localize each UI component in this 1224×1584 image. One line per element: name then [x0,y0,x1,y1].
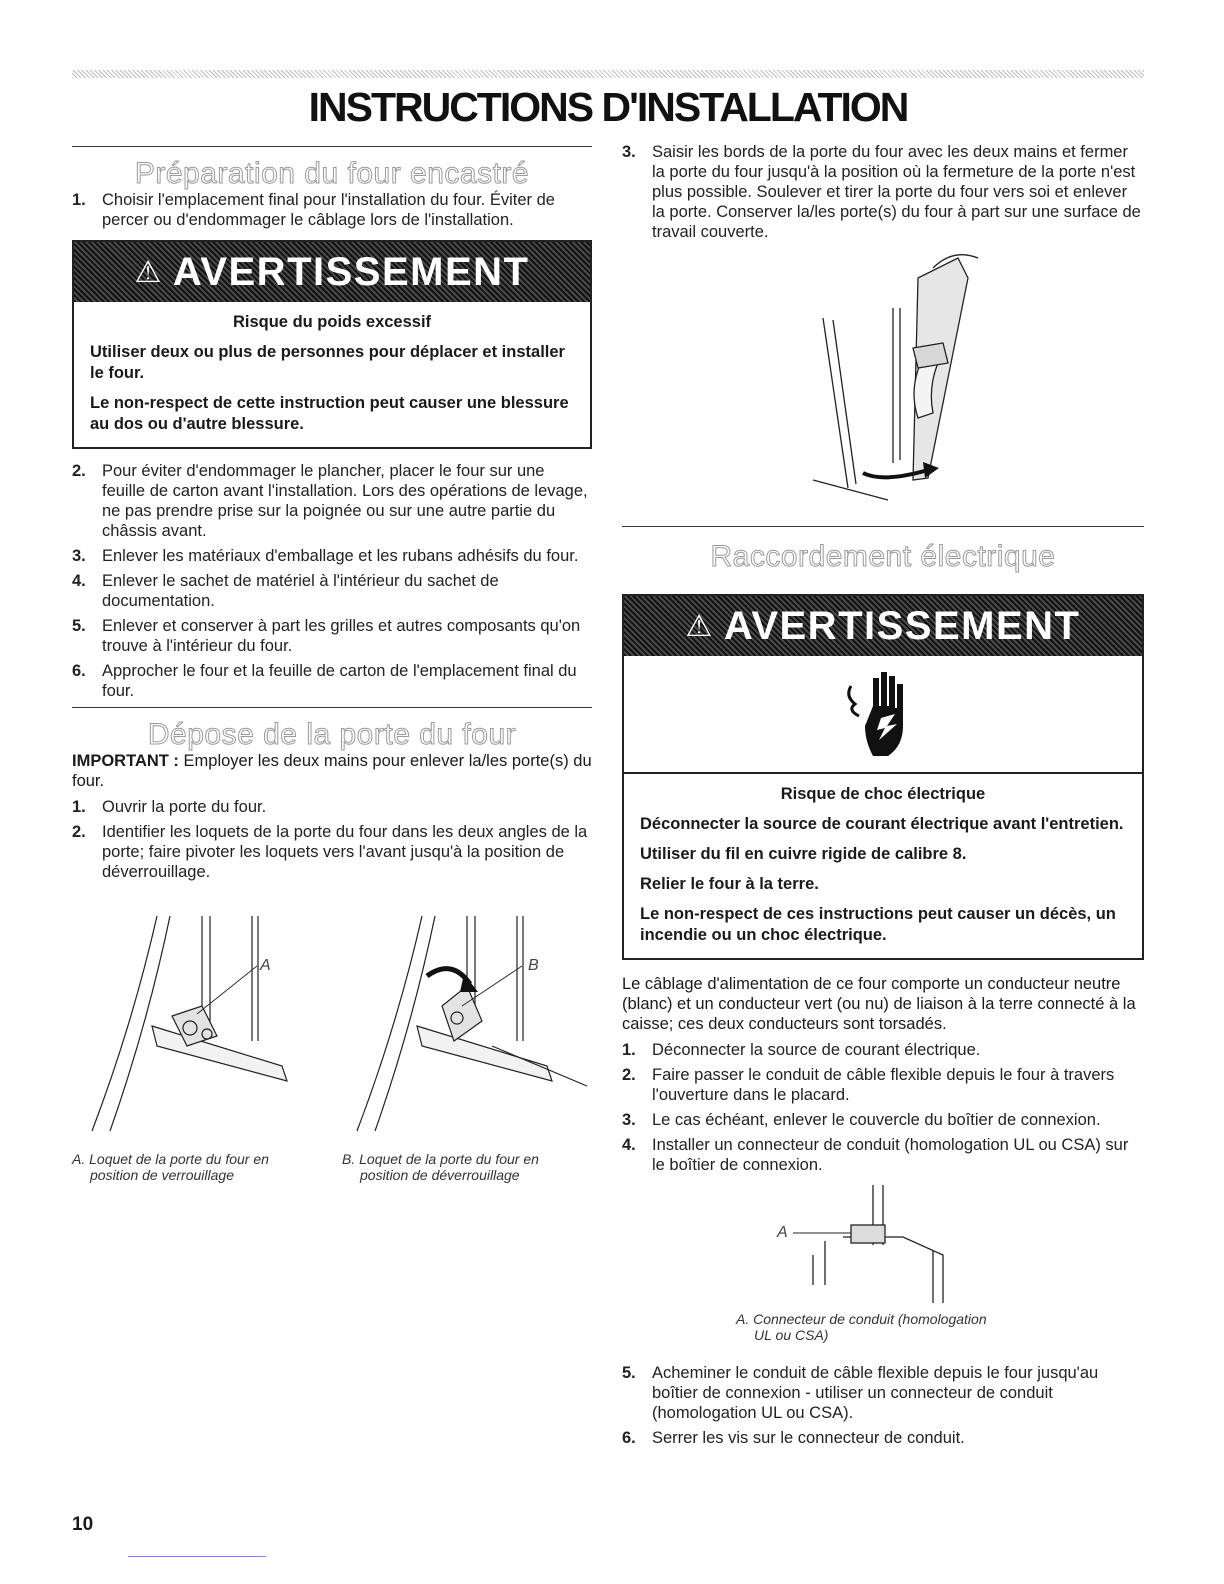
warning-header-label: AVERTISSEMENT [723,603,1081,648]
list-item [622,1363,1144,1423]
conduit-callout: A [777,1224,788,1241]
preparation-steps [72,190,592,230]
footer-rule [128,1556,266,1557]
step-number: 5. [72,617,86,635]
left-column [72,146,592,1183]
door-removal-steps-continued [622,142,1144,242]
list-item [72,571,592,611]
weight-warning-box [72,240,592,449]
step-number: 3. [622,143,636,161]
caption-line: B. Loquet de la porte du four en [342,1151,539,1167]
step-text: Identifier les loquets de la porte du four dans les deux angles de la porte; faire pivoter les loquets vers l'avant jusqu'à la position de déverrouillage. [102,823,588,881]
step-number: 1. [72,798,86,816]
caption-locked [72,1151,322,1183]
list-item [622,1040,1144,1060]
list-item [72,461,592,541]
important-note [72,751,592,791]
caption-line: A. Connecteur de conduit (homologation [736,1311,987,1327]
electrical-steps-continued [622,1363,1144,1448]
list-item [72,546,592,566]
list-item [622,1065,1144,1105]
list-item [72,797,592,817]
page-number: 10 [72,1514,94,1535]
step-text: Enlever et conserver à part les grilles et autres composants qu'on trouve à l'intérieur du four. [102,617,581,655]
warning-line: Utiliser deux ou plus de personnes pour déplacer et installer le four. [90,343,565,382]
figure-latch-unlocked [342,906,592,1183]
caption-conduit [736,1311,1144,1343]
step-text: Pour éviter d'endommager le plancher, placer le four sur une feuille de carton avant l'installation. Lors des opérations de levage, ne pas prendre prise sur la poignée ou sur une autre partie du châssis avant. [102,462,588,540]
electrical-warning-box [622,594,1144,960]
step-number: 3. [622,1111,636,1129]
latch-unlocked-illustration [342,906,592,1146]
important-label: IMPORTANT : [72,752,179,770]
warning-title: Risque du poids excessif [232,313,432,331]
warning-header [624,596,1142,656]
step-text: Installer un connecteur de conduit (homologation UL ou CSA) sur le boîtier de connexion. [652,1136,1129,1174]
latch-unlocked-callout: B [528,957,539,974]
step-number: 2. [72,462,86,480]
caption-line: position de déverrouillage [360,1167,520,1183]
conduit-connector-illustration [773,1185,993,1305]
warning-line: Utiliser du fil en cuivre rigide de calibre 8. [640,845,967,863]
step-number: 5. [622,1364,636,1382]
latch-locked-callout: A [260,957,271,974]
step-number: 1. [622,1041,636,1059]
list-item [72,616,592,656]
section-heading-preparation: Préparation du four encastré [72,146,592,190]
step-text: Choisir l'emplacement final pour l'installation du four. Éviter de percer ou d'endommager le câblage lors de l'installation. [102,191,555,229]
step-text: Faire passer le conduit de câble flexible depuis le four à travers l'ouverture dans le placard. [652,1066,1115,1104]
warning-line: Le non-respect de ces instructions peut causer un décès, un incendie ou un choc électrique. [640,905,1116,944]
header-rule [72,70,1144,78]
step-text: Enlever les matériaux d'emballage et les rubans adhésifs du four. [102,547,579,565]
step-number: 3. [72,547,86,565]
warning-body [74,302,590,447]
figure-door-lift [622,248,1144,518]
warning-title: Risque de choc électrique [780,785,986,803]
list-item [622,1428,1144,1448]
section-heading-door-removal: Dépose de la porte du four [72,707,592,751]
step-number: 6. [72,662,86,680]
important-text: Employer les deux mains pour enlever la/les porte(s) du four. [72,752,592,790]
warning-line: Déconnecter la source de courant électrique avant l'entretien. [640,815,1124,833]
step-text: Serrer les vis sur le connecteur de conduit. [652,1429,965,1447]
latch-locked-illustration [72,906,322,1146]
warning-body [624,774,1142,958]
caption-line: position de verrouillage [90,1167,234,1183]
step-number: 2. [72,823,86,841]
step-number: 4. [72,572,86,590]
caption-line: A. Loquet de la porte du four en [72,1151,269,1167]
section-heading-electrical: Raccordement électrique [622,526,1144,582]
list-item [72,822,592,882]
electric-shock-icon-panel [624,656,1142,774]
caption-unlocked [342,1151,592,1183]
step-text: Le cas échéant, enlever le couvercle du boîtier de connexion. [652,1111,1101,1129]
step-text: Enlever le sachet de matériel à l'intérieur du sachet de documentation. [102,572,499,610]
list-item [622,1110,1144,1130]
wiring-intro: Le câblage d'alimentation de ce four comporte un conducteur neutre (blanc) et un conducteur vert (ou nu) de liaison à la terre connecté à la caisse; ces deux conducteurs sont torsadés. [622,975,1136,1033]
list-item [72,190,592,230]
list-item [622,142,1144,242]
step-text: Déconnecter la source de courant électrique. [652,1041,981,1059]
step-number: 2. [622,1066,636,1084]
step-text: Approcher le four et la feuille de carton de l'emplacement final du four. [102,662,577,700]
step-number: 1. [72,191,86,209]
warning-header [74,242,590,302]
warning-triangle-icon: ⚠ [134,255,163,289]
warning-line: Le non-respect de cette instruction peut causer une blessure au dos ou d'autre blessure. [90,394,569,433]
caption-line: UL ou CSA) [754,1327,829,1343]
step-number: 4. [622,1136,636,1154]
preparation-steps-continued [72,461,592,701]
list-item [622,1135,1144,1175]
warning-triangle-icon: ⚠ [685,609,714,643]
door-lift-illustration [753,248,1013,508]
step-number: 6. [622,1429,636,1447]
right-column [622,142,1144,1453]
page-title: INSTRUCTIONS D'INSTALLATION [308,84,908,130]
list-item [72,661,592,701]
warning-header-label: AVERTISSEMENT [172,249,530,294]
figure-conduit-connector [622,1185,1144,1305]
door-removal-steps [72,797,592,882]
figure-latch-locked [72,906,322,1183]
step-text: Ouvrir la porte du four. [102,798,267,816]
step-text: Saisir les bords de la porte du four avec les deux mains et fermer la porte du four jusqu'à la position où la fermeture de la porte n'est plus possible. Soulever et tirer la porte du four vers soi et enlever la porte. Conserver la/les porte(s) du four à part sur une surface de travail couverte. [652,143,1141,241]
latch-figures [72,906,592,1183]
electrical-steps [622,1040,1144,1175]
electric-shock-hand-icon [843,666,923,762]
warning-line: Relier le four à la terre. [640,875,819,893]
step-text: Acheminer le conduit de câble flexible depuis le four jusqu'au boîtier de connexion - utiliser un connecteur de conduit (homologation UL ou CSA). [652,1364,1099,1422]
